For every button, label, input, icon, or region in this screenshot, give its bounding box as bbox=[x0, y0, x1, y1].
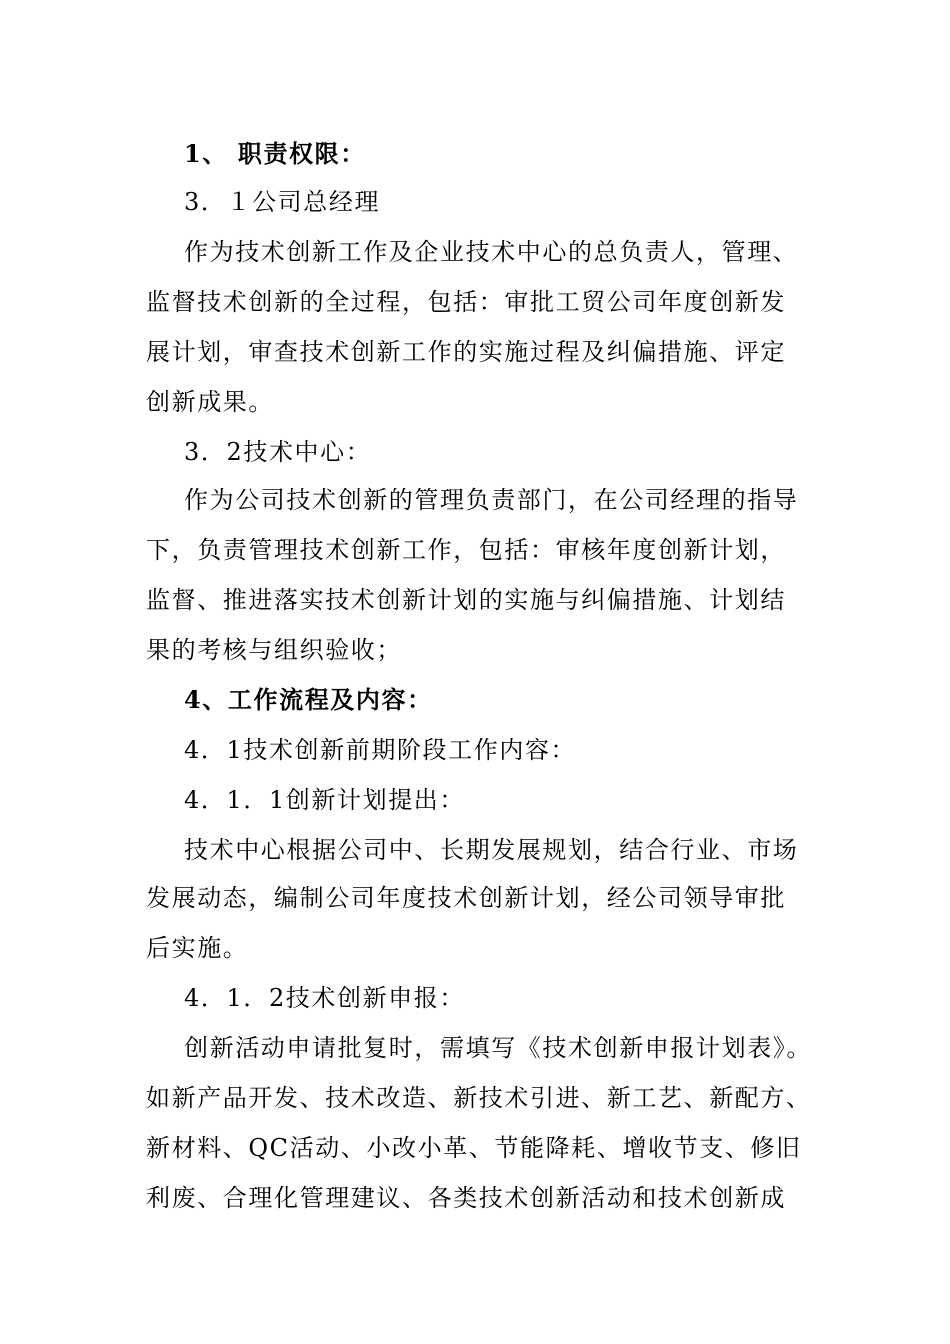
paragraph-line: 作为公司技术创新的管理负责部门，在公司经理的指导 bbox=[184, 486, 799, 514]
subsection-heading-general-manager: 3．１公司总经理 bbox=[184, 188, 381, 216]
paragraph-line: 果的考核与组织验收； bbox=[146, 636, 402, 664]
paragraph-line: 技术中心根据公司中、长期发展规划，结合行业、市场 bbox=[184, 836, 799, 864]
paragraph-line: 如新产品开发、技术改造、新技术引进、新工艺、新配方、 bbox=[146, 1084, 812, 1112]
paragraph-line: 发展动态，编制公司年度技术创新计划，经公司领导审批 bbox=[146, 884, 786, 912]
paragraph-line: 作为技术创新工作及企业技术中心的总负责人，管理、 bbox=[184, 238, 799, 266]
section-heading-workflow: 4、工作流程及内容： bbox=[184, 685, 433, 714]
paragraph-line: 创新成果。 bbox=[146, 388, 274, 416]
subsection-heading-tech-center: 3．2技术中心： bbox=[184, 438, 372, 466]
subsection-heading-preliminary-stage: 4．1技术创新前期阶段工作内容： bbox=[184, 736, 577, 764]
paragraph-line: 利废、合理化管理建议、各类技术创新活动和技术创新成 bbox=[146, 1184, 786, 1212]
paragraph-line: 新材料、QC活动、小改小革、节能降耗、增收节支、修旧 bbox=[146, 1134, 802, 1162]
paragraph-line: 下，负责管理技术创新工作，包括：审核年度创新计划， bbox=[146, 536, 786, 564]
paragraph-line: 监督、推进落实技术创新计划的实施与纠偏措施、计划结 bbox=[146, 586, 786, 614]
paragraph-line: 展计划，审查技术创新工作的实施过程及纠偏措施、评定 bbox=[146, 338, 786, 366]
section-heading-responsibilities: 1、 职责权限： bbox=[184, 139, 366, 168]
subsection-heading-declaration: 4．1．2技术创新申报： bbox=[184, 984, 466, 1012]
paragraph-line: 后实施。 bbox=[146, 934, 249, 962]
paragraph-line: 监督技术创新的全过程，包括：审批工贸公司年度创新发 bbox=[146, 288, 786, 316]
paragraph-line: 创新活动申请批复时，需填写《技术创新申报计划表》。 bbox=[184, 1034, 812, 1062]
subsection-heading-plan-proposal: 4．1．1创新计划提出： bbox=[184, 786, 466, 814]
